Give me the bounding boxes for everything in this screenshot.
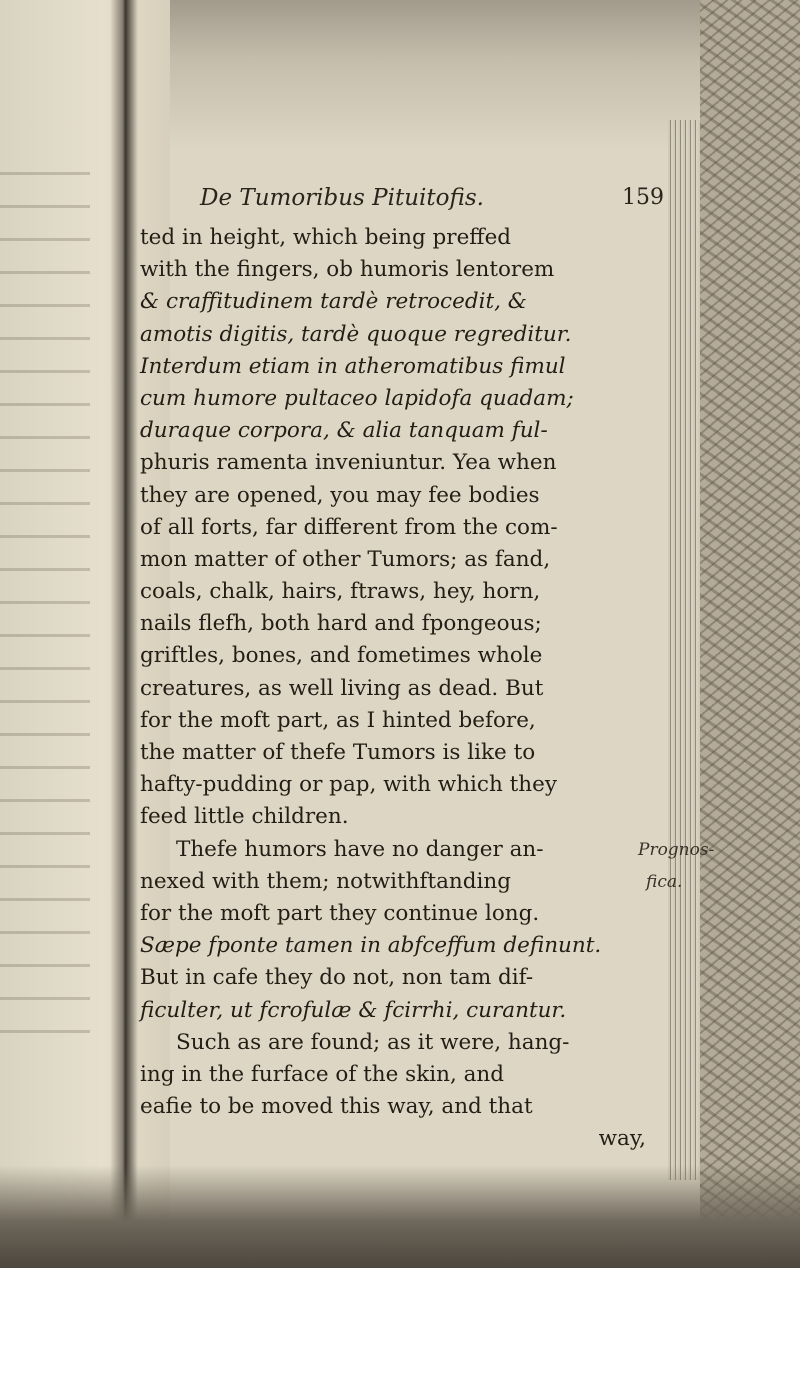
text-line: ficulter, ut fcrofulæ & fcirrhi, curantur. [140,997,567,1023]
marginal-note-2: fica. [646,871,683,892]
text-line: nails flefh, both hard and fpongeous; [140,611,542,637]
text-line: of all forts, far different from the com- [140,514,558,540]
text-line-content: nexed with them; notwithftanding [140,868,512,894]
text-line: coals, chalk, hairs, ftraws, hey, horn, [140,579,541,605]
text-line: amotis digitis, tardè quoque regreditur. [140,321,572,347]
text-line [140,834,715,866]
marginal-note-1: Prognos- [638,839,715,860]
text-line: & craffitudinem tardè retrocedit, & [140,289,527,315]
text-line: Sæpe fponte tamen in abfceffum definunt. [140,933,602,959]
text-line: ing in the furface of the skin, and [140,1061,505,1087]
text-line: creatures, as well living as dead. But [140,675,544,701]
catchword: way, [598,1126,646,1152]
text-line: duraque corpora, & alia tanquam ful- [140,418,548,444]
gutter-shadow [110,0,138,1268]
text-line: feed little children. [140,804,349,830]
text-line: for the moft part they continue long. [140,900,540,926]
page-number: 159 [622,185,664,210]
text-line: ted in height, which being preffed [140,225,512,250]
text-line: cum humore pultaceo lapidofa quadam; [140,385,574,411]
text-line: But in cafe they do not, non tam dif- [140,965,534,991]
text-line: with the fingers, ob humoris lentorem [140,257,555,283]
text-line: Such as are found; as it were, hang- [176,1029,570,1055]
text-line: for the moft part, as I hinted before, [140,707,536,733]
text-line: eafie to be moved this way, and that [140,1094,533,1120]
text-line: phuris ramenta inveniuntur. Yea when [140,450,557,476]
text-line: griftles, bones, and fometimes whole [140,643,543,669]
body-text [140,222,715,1155]
text-line: the matter of thefe Tumors is like to [140,740,536,765]
text-line [140,866,683,898]
running-head: De Tumoribus Pituitofis. [200,185,484,211]
text-line: they are opened, you may fee bodies [140,482,540,508]
page-header [200,185,664,215]
text-line: mon matter of other Tumors; as fand, [140,546,551,572]
decorative-endpaper [700,0,800,1268]
text-line: hafty-pudding or pap, with which they [140,772,558,798]
facing-page-remnants [0,150,90,1050]
bottom-shadow [0,1165,800,1268]
text-line: Interdum etiam in atheromatibus fimul [140,353,566,379]
text-line-content: Thefe humors have no danger an- [176,836,544,862]
